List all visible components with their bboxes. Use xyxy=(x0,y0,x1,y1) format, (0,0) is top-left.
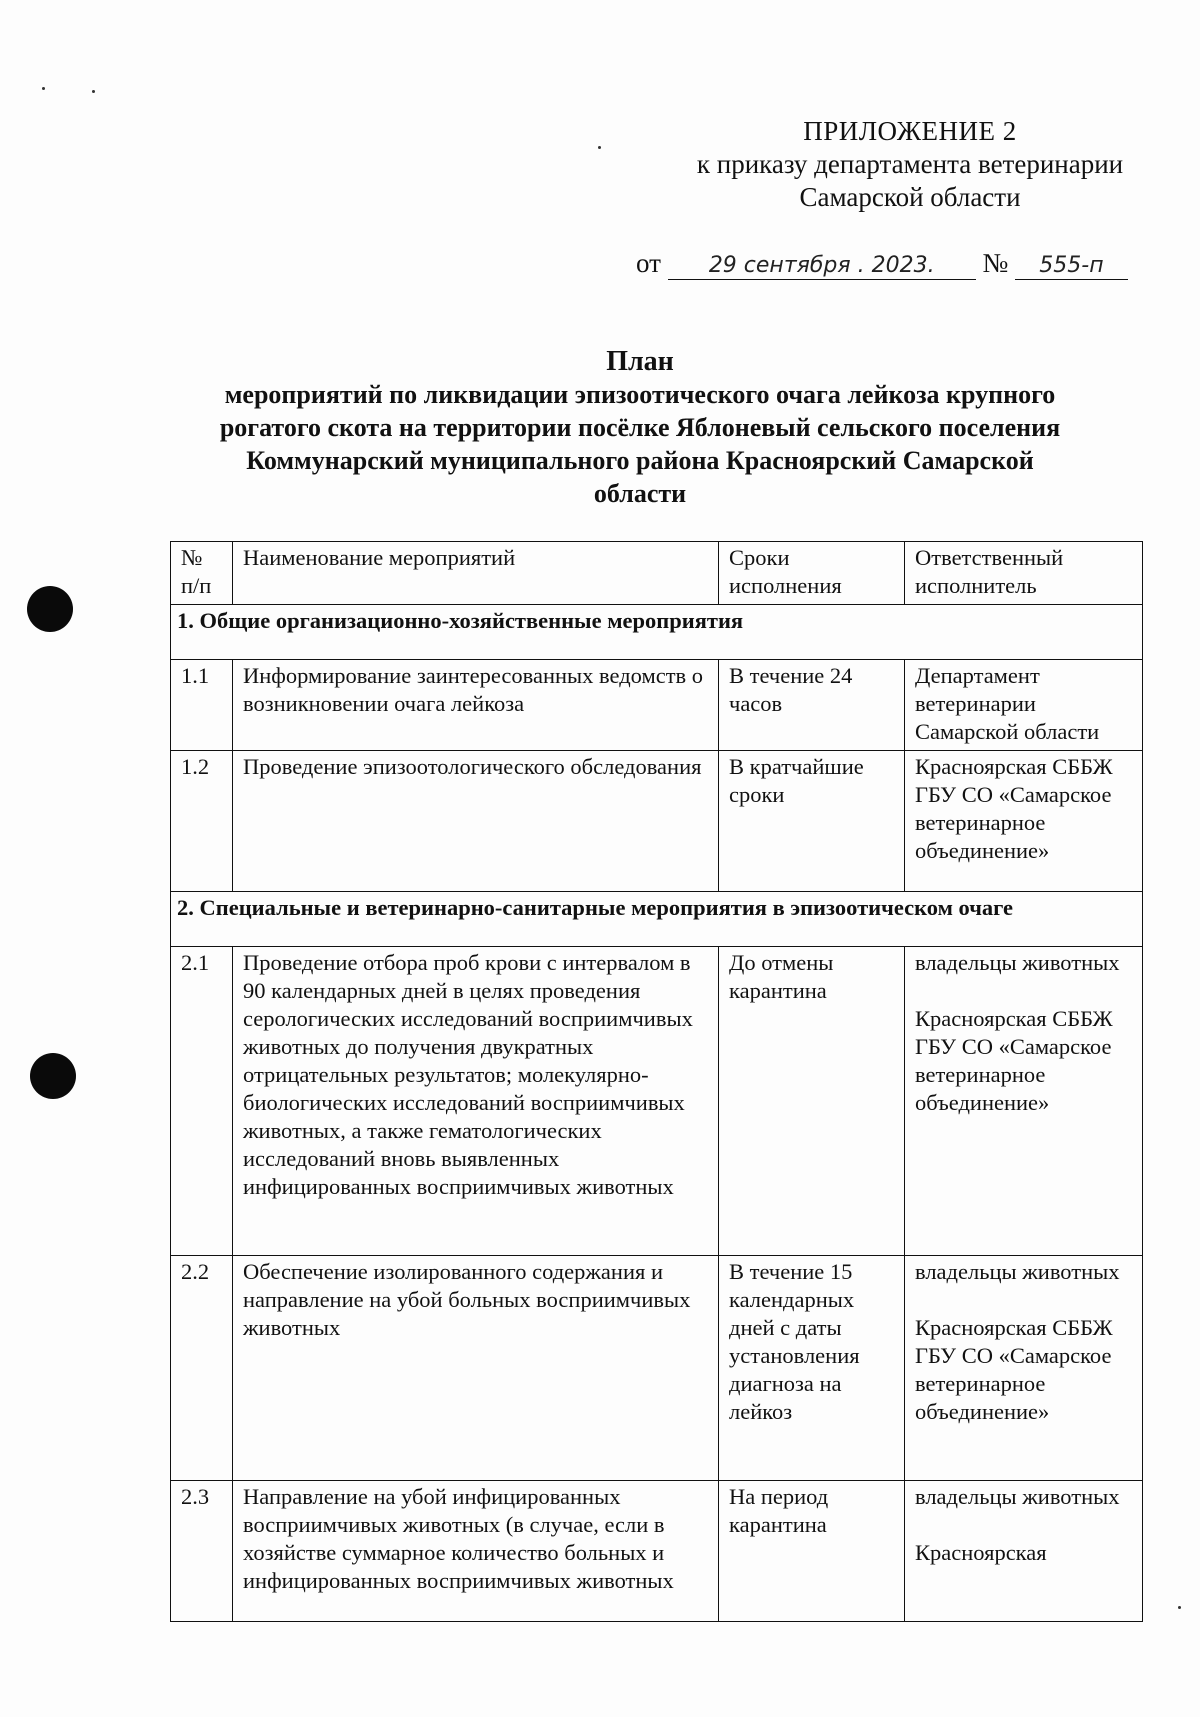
plan-table xyxy=(170,541,1143,1622)
row-term: В кратчайшие сроки xyxy=(719,751,905,892)
resp-station: Красноярская xyxy=(915,1540,1047,1565)
row-name: Информирование заинтересованных ведомств о возникновении очага лейкоза xyxy=(233,660,719,751)
resp-station: Красноярская СББЖ ГБУ СО «Самарское ветеринарное объединение» xyxy=(915,1315,1113,1424)
table-row xyxy=(171,947,1143,1256)
punch-hole xyxy=(30,1053,76,1099)
row-term: В течение 24 часов xyxy=(719,660,905,751)
handwritten-number: 555-п xyxy=(1015,253,1128,280)
row-term: На период карантина xyxy=(719,1481,905,1622)
row-resp xyxy=(905,947,1143,1256)
plan-title-line: Коммунарский муниципального района Красноярский Самарской xyxy=(246,446,1034,475)
section-title: 1. Общие организационно-хозяйственные мероприятия xyxy=(171,605,1143,660)
row-num: 1.2 xyxy=(171,751,233,892)
row-resp xyxy=(905,1481,1143,1622)
table-row xyxy=(171,751,1143,892)
row-name: Проведение отбора проб крови с интервалом в 90 календарных дней в целях проведения серологических исследований восприимчивых животных до получения двукратных отрицательных результатов; молекулярно-биологических исследований восприимчивых животных, а также гематологических исследований вновь выявленных инфицированных восприимчивых животных xyxy=(233,947,719,1256)
section-row xyxy=(171,605,1143,660)
resp-station: Красноярская СББЖ ГБУ СО «Самарское ветеринарное объединение» xyxy=(915,1006,1113,1115)
row-resp: Департамент ветеринарии Самарской области xyxy=(905,660,1143,751)
row-name: Направление на убой инфицированных восприимчивых животных (в случае, если в хозяйстве суммарное количество больных и инфицированных восприимчивых животных xyxy=(233,1481,719,1622)
section-title: 2. Специальные и ветеринарно-санитарные мероприятия в эпизоотическом очаге xyxy=(171,892,1143,947)
row-resp: Красноярская СББЖ ГБУ СО «Самарское ветеринарное объединение» xyxy=(905,751,1143,892)
order-date-number xyxy=(636,248,1136,280)
scan-speck xyxy=(42,87,45,90)
header-resp: Ответственный исполнитель xyxy=(905,542,1143,605)
header-num: № п/п xyxy=(171,542,233,605)
handwritten-date: 29 сентября . 2023. xyxy=(668,253,976,280)
table-row xyxy=(171,660,1143,751)
plan-title-line: рогатого скота на территории посёлке Яблоневый сельского поселения xyxy=(219,413,1061,442)
number-label: № xyxy=(982,248,1009,278)
appendix-line: к приказу департамента ветеринарии xyxy=(696,149,1124,179)
header-term: Сроки исполнения xyxy=(719,542,905,605)
scan-speck xyxy=(598,146,601,149)
appendix-line: Самарской области xyxy=(799,182,1021,212)
resp-owners: владельцы животных xyxy=(915,1259,1120,1284)
table-row xyxy=(171,1481,1143,1622)
plan-title-line: области xyxy=(593,479,687,508)
punch-hole xyxy=(27,586,73,632)
plan-title-line: мероприятий по ликвидации эпизоотического очага лейкоза крупного xyxy=(224,380,1056,409)
row-num: 2.1 xyxy=(171,947,233,1256)
from-label: от xyxy=(636,248,661,278)
plan-title xyxy=(170,345,1110,510)
row-name: Проведение эпизоотологического обследования xyxy=(233,751,719,892)
appendix-header xyxy=(660,115,1160,214)
row-term: До отмены карантина xyxy=(719,947,905,1256)
resp-owners: владельцы животных xyxy=(915,1484,1120,1509)
header-name: Наименование мероприятий xyxy=(233,542,719,605)
row-term: В течение 15 календарных дней с даты установления диагноза на лейкоз xyxy=(719,1256,905,1481)
resp-owners: владельцы животных xyxy=(915,950,1120,975)
row-name: Обеспечение изолированного содержания и направление на убой больных восприимчивых животных xyxy=(233,1256,719,1481)
section-row xyxy=(171,892,1143,947)
appendix-title: ПРИЛОЖЕНИЕ 2 xyxy=(803,116,1017,146)
row-num: 2.3 xyxy=(171,1481,233,1622)
row-resp xyxy=(905,1256,1143,1481)
plan-heading: План xyxy=(606,346,674,377)
row-num: 2.2 xyxy=(171,1256,233,1481)
table-header-row xyxy=(171,542,1143,605)
scan-speck xyxy=(1178,1606,1181,1609)
scan-speck xyxy=(92,90,95,93)
row-num: 1.1 xyxy=(171,660,233,751)
table-row xyxy=(171,1256,1143,1481)
